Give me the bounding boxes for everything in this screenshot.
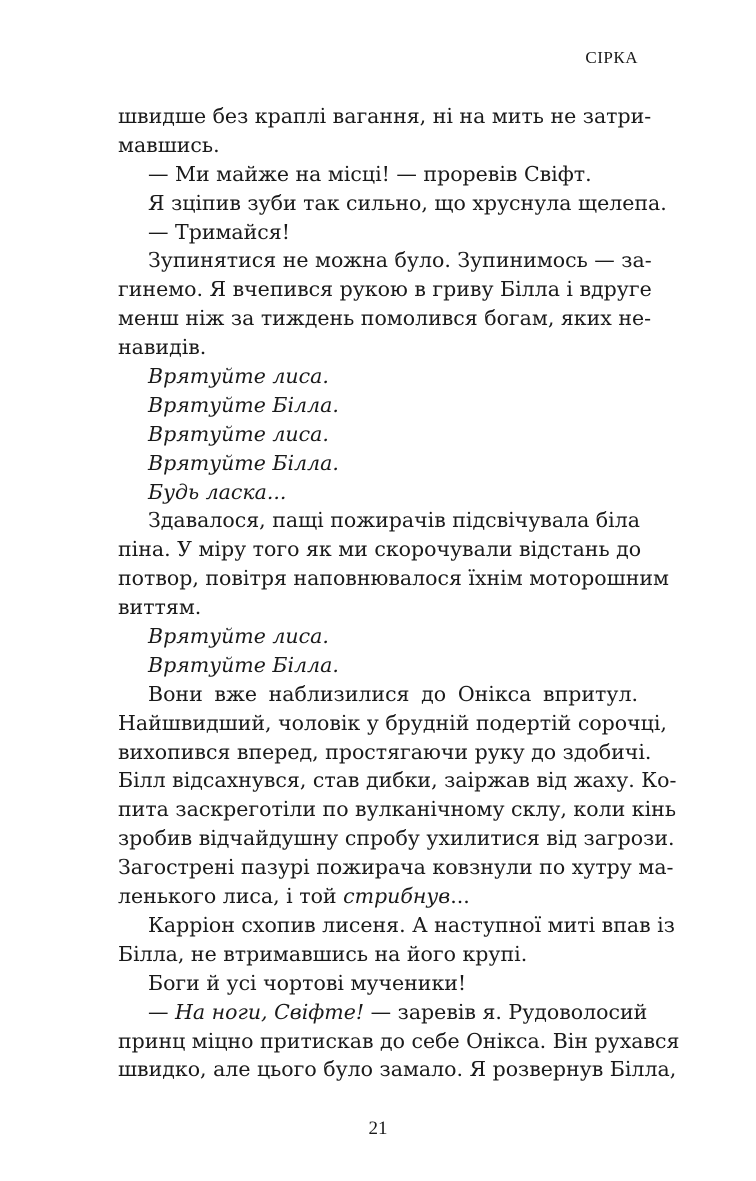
text-line <box>118 998 648 1027</box>
text-line: Врятуйте Білла. <box>148 652 339 677</box>
text-line: Вони вже наблизилися до Онікса впритул. <box>148 681 638 706</box>
text-line: Загострені пазурі пожирача ковзнули по хутру ма- <box>118 855 674 880</box>
page-number: 21 <box>368 1118 388 1139</box>
text-line: — Ми майже на місці! — проревів Свіфт. <box>148 161 592 186</box>
text-line: Врятуйте лиса. <box>148 624 329 649</box>
text-line: Здавалося, пащі пожирачів підсвічувала біла <box>148 508 640 533</box>
text-span: — заревів я. Рудоволосий <box>364 999 648 1024</box>
text-line: Зупинятися не можна було. Зупинимось — за- <box>148 248 652 273</box>
text-line <box>118 882 638 911</box>
text-span: ленького лиса, і той <box>118 884 344 909</box>
text-line: Найшвидший, чоловік у брудній подертій сорочці, <box>118 710 667 735</box>
text-line: мавшись. <box>118 132 220 157</box>
text-line: Врятуйте Білла. <box>148 450 339 475</box>
text-line: Боги й усі чортові мученики! <box>148 970 467 995</box>
text-line: Врятуйте Білла. <box>148 392 339 417</box>
text-line: швидше без краплі вагання, ні на мить не затри- <box>118 104 652 128</box>
text-line: навидів. <box>118 335 207 360</box>
text-line: Врятуйте лиса. <box>148 421 329 446</box>
text-line: — Тримайся! <box>148 219 290 244</box>
text-line: пита заскреготіли по вулканічному склу, коли кінь <box>118 797 676 822</box>
text-line: Білла, не втримавшись на його крупі. <box>118 941 528 966</box>
running-header: СІРКА <box>585 48 638 67</box>
italic-text-span: стрибнув <box>343 884 451 909</box>
text-line: виттям. <box>118 595 202 620</box>
text-line: Будь ласка... <box>148 479 287 504</box>
text-line: менш ніж за тиждень помолився богам, яких не- <box>118 306 652 331</box>
text-line: зробив відчайдушну спробу ухилитися від загрози. <box>118 826 675 851</box>
text-line: гинемо. Я вчепився рукою в гриву Білла і вдруге <box>118 277 652 302</box>
text-line: швидко, але цього було замало. Я розвернув Білла, <box>118 1057 677 1082</box>
text-line: вихопився вперед, простягаючи руку до здобичі. <box>118 739 652 764</box>
body-text <box>118 102 680 1084</box>
text-span: ... <box>450 884 470 909</box>
text-line: Білл відсахнувся, став дибки, заіржав від жаху. Ко- <box>118 768 677 793</box>
text-line: потвор, повітря наповнювалося їхнім моторошним <box>118 566 669 591</box>
text-line: Я зціпив зуби так сильно, що хруснула щелепа. <box>148 190 667 215</box>
text-line: Врятуйте лиса. <box>148 364 329 389</box>
text-line: Карріон схопив лисеня. А наступної миті впав із <box>148 912 675 937</box>
text-line: піна. У міру того як ми скорочували відстань до <box>118 537 642 562</box>
italic-text-span: На ноги, Свіфте! <box>175 999 365 1024</box>
text-span: — <box>148 999 176 1024</box>
text-line: принц міцно притискав до себе Онікса. Він рухався <box>118 1028 680 1053</box>
